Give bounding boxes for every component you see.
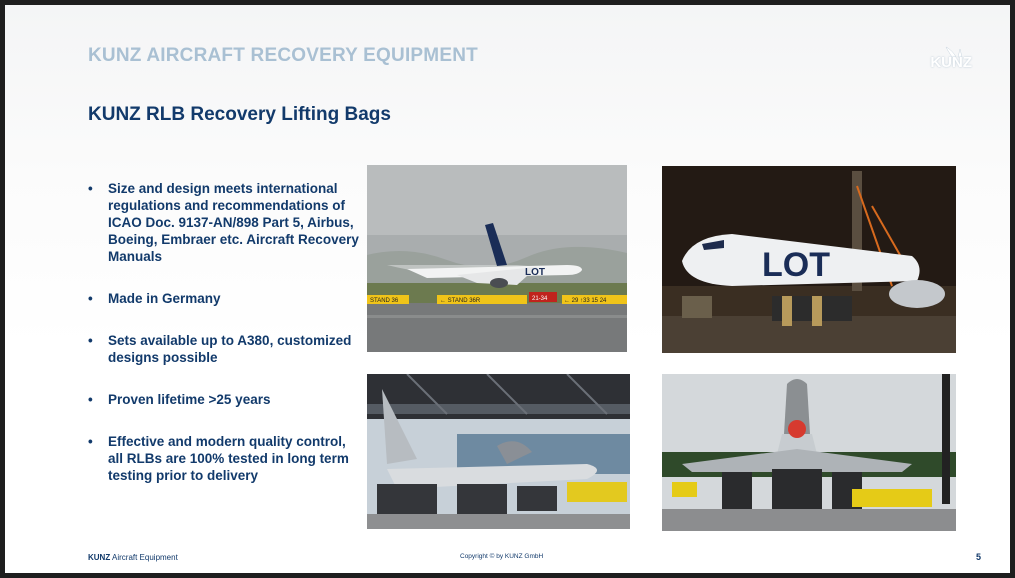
footer-company-rest: Aircraft Equipment bbox=[110, 553, 178, 562]
runway-sign: 21-34 bbox=[532, 296, 548, 302]
footer-company bbox=[88, 553, 178, 562]
feature-item: • Size and design meets international regulations and recommendations of ICAO Doc. 9137-AN/898 Part 5, Airbus, Boeing, Embraer etc. Aircraft Recovery Manuals bbox=[88, 180, 363, 265]
photo-hangar-jet bbox=[367, 374, 630, 529]
runway-plane-livery: LOT bbox=[525, 267, 545, 278]
runway-sign: ← 29 ↑33 15 24 bbox=[564, 298, 607, 304]
footer-copyright: Copyright © by KUNZ GmbH bbox=[460, 553, 544, 560]
feature-item: • Proven lifetime >25 years bbox=[88, 391, 363, 408]
page-number: 5 bbox=[976, 552, 982, 562]
runway-sign: STAND 36 bbox=[370, 298, 399, 304]
feature-item: • Made in Germany bbox=[88, 290, 363, 307]
runway-sign: ← STAND 36R bbox=[440, 298, 481, 304]
photo-night-lift bbox=[662, 166, 956, 353]
slide-title: KUNZ RLB Recovery Lifting Bags bbox=[88, 104, 391, 125]
logo-text: KUNZ bbox=[930, 54, 972, 71]
feature-item: • Effective and modern quality control, all RLBs are 100% tested in long term testing prior to delivery bbox=[88, 433, 363, 484]
feature-item: • Sets available up to A380, customized designs possible bbox=[88, 332, 363, 366]
night-plane-livery: LOT bbox=[762, 246, 830, 284]
photo-outdoor-jet bbox=[662, 374, 956, 531]
slide bbox=[5, 5, 1010, 573]
feature-list bbox=[88, 180, 363, 509]
kunz-logo bbox=[916, 45, 972, 71]
header-title: KUNZ AIRCRAFT RECOVERY EQUIPMENT bbox=[88, 45, 478, 66]
photo-runway-landing bbox=[367, 165, 627, 352]
footer-company-bold: KUNZ bbox=[88, 553, 111, 562]
